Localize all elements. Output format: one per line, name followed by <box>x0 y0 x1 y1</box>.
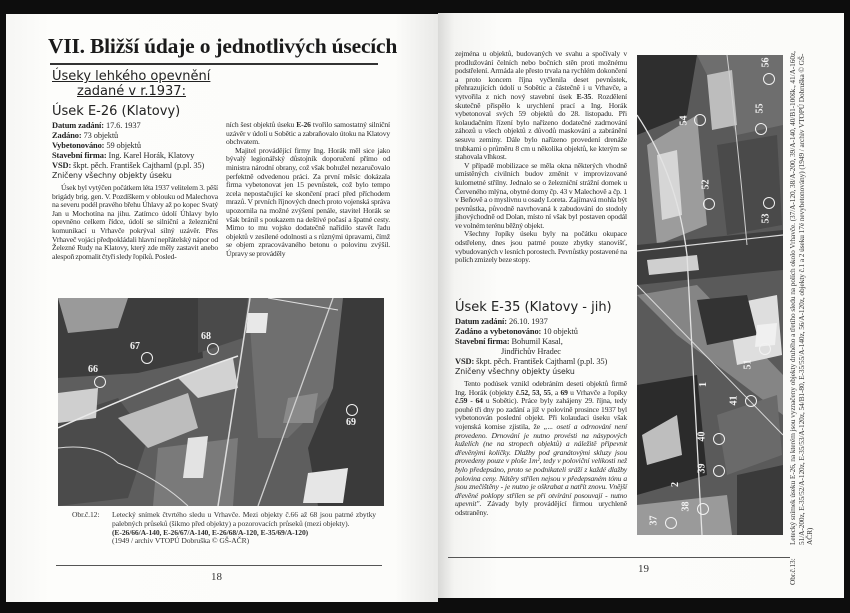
field-value: 17.6. 1937 <box>103 121 141 130</box>
object-marker <box>94 376 106 388</box>
object-marker <box>141 352 153 364</box>
subheading-line2: zadané v r.1937: <box>77 84 186 99</box>
title-rule <box>50 63 378 65</box>
marker-label: 54 <box>678 115 690 126</box>
figure-caption-12 <box>72 511 376 546</box>
object-marker <box>694 114 706 126</box>
e26-column1 <box>52 184 218 261</box>
field-value: Ing. Karel Horák, Klatovy <box>106 151 195 160</box>
field-value: 59 objektů <box>104 141 141 150</box>
field-row <box>455 337 630 347</box>
field-label: Stavební firma: <box>455 337 510 346</box>
marker-label: 56 <box>760 57 772 68</box>
marker-label: 38 <box>680 501 692 512</box>
marker-label: 66 <box>88 364 98 375</box>
field-row <box>52 151 222 161</box>
field-row <box>455 357 630 367</box>
aerial-photo-vrhavec <box>58 298 384 506</box>
marker-label: 1 <box>698 382 709 387</box>
aerial-photo-art <box>58 298 384 506</box>
section-title-e26: Úsek E-26 (Klatovy) <box>52 104 181 119</box>
e26-continued-column <box>455 50 627 265</box>
figure-caption-13 <box>789 40 815 585</box>
caption-object-codes: (E-26/66/A-140, E-26/67/A-140, E-26/68/A-120, E-35/69/A-120) <box>112 527 309 537</box>
marker-label: 55 <box>754 103 766 114</box>
caption-source: (1949 / archiv VTOPÚ Dobruška © GŠ-AČR) <box>112 536 250 546</box>
marker-label: 69 <box>346 417 356 428</box>
page-number-left: 18 <box>211 571 222 583</box>
field-row <box>52 141 222 151</box>
field-row <box>455 327 630 337</box>
caption-lead: Obr.č.12: <box>72 510 100 519</box>
marker-label: 2 <box>670 482 681 487</box>
paragraph: ních šest objektů úseku E-26 tvořilo samostatný silniční uzávěr v údolí u Sobětic a zabraňovalo útoku na Klatovy obchvatem. <box>226 120 390 147</box>
field-value: škpt. pěch. František Cajthaml (p.pl. 35) <box>71 161 205 170</box>
field-value: Bohumil Kasal, <box>509 337 563 346</box>
object-marker <box>713 465 725 477</box>
footer-rule <box>448 557 790 558</box>
field-label: Stavební firma: <box>52 151 107 160</box>
marker-label: 51 <box>742 359 754 370</box>
object-marker <box>763 73 775 85</box>
section-e26-fields <box>52 121 222 181</box>
marker-label: 41 <box>728 395 740 406</box>
paragraph: Tento podúsek vznikl odebráním deseti objektů firmě Ing. Horák (objekty č.52, 53, 55, a 69 u Vrhavče a řopíky č.59 - 64 u Sobětic). Práce byly zahájeny 29. října, tedy pouhé tři dny po zadání a již v polovině prosince 1937 byl vybetonován poslední objekt. Při kolaudaci úseku však vojenská komise zjistila, že „... osetí a odrnování není provedeno. Drnování je nutno provésti na násypových kuželích (ne na stropech objektů) a náležitě připevnit dřevěnými kolíčky. Dlažby pod granátovými skluzy jsou provedeny pouze v ploše 1m², tedy v poloviční velikosti než bylo předepsáno, proto se podnikateli sráží z každé dlažby polovina ceny. Nátěry střílen nejsou v předepsaném tónu a jsou znečištěny - je nutno je oškrabat a natřít znovu. Vnější dřevěné poklopy střílen se při otvírání posouvají - nutno upevnit". Závady byly provádějící firmou urychleně odstraněny. <box>455 379 628 517</box>
object-marker <box>346 404 358 416</box>
caption-text: Letecký snímek úseku E-26, na kterém jsou vyznačeny objekty druhého a třetího sledu na polích okolo Vrhavče. (37/A-120, 38/A-200, 39/A-140, 40/B1-100šk., 41/A-160z, 51/A-200z, E-35/52/A-120z, E-35/53/A-120z, 54/B1-80, E-35/55/A-140z, 56/A-120z, objekty č.1 a 2 úseku 17é nevybetonovány) (1949 / archiv VTOPÚ Dobruška © GŠ-AČR) <box>788 51 815 545</box>
marker-label: 67 <box>130 341 140 352</box>
field-row <box>52 131 222 141</box>
object-marker <box>207 343 219 355</box>
aerial-photo-e26 <box>637 55 783 535</box>
footer-rule <box>56 565 382 566</box>
field-value: 10 objektů <box>541 327 578 336</box>
section-title-e35: Úsek E-35 (Klatovy - jih) <box>455 300 612 315</box>
object-marker <box>759 343 771 355</box>
section-e35-fields <box>455 317 630 377</box>
paragraph: Úsek byl vytýčen počátkem léta 1937 velitelem 3. pěší brigády brig. gen. V. Pozdíškem v oblouku od Malechova na severu podél pravého břehu Úhlavy až po kopec Svatý Jan u Mochotína na jihu. Zatímco údolí Úhlavy bylo opevněno celkem řídce, údolí se silniční a železniční komunikací u Vrhavče pokrýval silný uzávěr. Přes Vrhaveč vojáci předpokládali hlavní nepřátelský nápor od Železné Rudy na Klatovy, který zde měly zastavit anebo alespoň zpomalit čtyři sledy řopíků. Posled- <box>52 183 218 261</box>
caption-text: Letecký snímek čtvrtého sledu u Vrhavče. Mezi objekty č.66 až 68 jsou patrné zbytky palebných průseků (šikmo před objekty) a pozorovacích průseků (mezi objekty). <box>112 510 376 528</box>
e35-column <box>455 380 627 518</box>
field-value: Jindřichův Hradec <box>501 347 561 356</box>
field-label: VSD: <box>455 357 475 366</box>
status-line: Zničeny všechny objekty úseku <box>455 367 575 376</box>
object-marker <box>713 433 725 445</box>
field-row <box>455 317 630 327</box>
field-label: Zadáno: <box>52 131 82 140</box>
marker-label: 52 <box>700 179 712 190</box>
field-row <box>52 161 222 171</box>
status-line: Zničeny všechny objekty úseku <box>52 171 172 180</box>
object-marker <box>763 197 775 209</box>
marker-label: 39 <box>696 463 708 474</box>
field-row <box>455 347 630 357</box>
field-label: Zadáno a vybetonováno: <box>455 327 542 336</box>
marker-label: 68 <box>201 331 211 342</box>
object-marker <box>755 123 767 135</box>
page-number-right: 19 <box>638 563 649 575</box>
field-value: 73 objektů <box>81 131 119 140</box>
object-marker <box>665 517 677 529</box>
object-marker <box>703 198 715 210</box>
paragraph: V případě mobilizace se měla okna některých vhodně umístěných civilních budov změnit v improvizované kulometné střílny. Jednalo se o železniční strážní domek u Červeného mlýna, obytné domy čp. 43 v Malechově a čp. 1 v Beňově a o myslivnu u osady Loreta. Zajímavá mohla být pevnůstka, původně navrhovaná k zabudování do stodoly jihovýchodně od Dolan, místo ní však byl postaven opodál ve volném terénu běžný objekt. <box>455 160 627 230</box>
object-marker <box>697 503 709 515</box>
marker-label: 40 <box>696 431 708 442</box>
field-value: 26.10. 1937 <box>506 317 548 326</box>
object-marker <box>745 395 757 407</box>
field-label: Vybetonováno: <box>52 141 105 150</box>
marker-label: 37 <box>648 515 660 526</box>
field-label: VSD: <box>52 161 72 170</box>
paragraph: Všechny řopíky úseku byly na počátku okupace odstřeleny, dnes jsou patrné pouze zbytky stanovišť, vybudovaných v lesních porostech. Pevnůstky postavené na polích zmizely beze stopy. <box>455 229 627 265</box>
paragraph: zejména u objektů, budovaných ve svahu a spočívaly v prodlužování čelních nebo bočních stěn proti možnému podstřelení. Armáda ale přesto trvala na rychlém dokončení a proto koncem října vyčlenila deset pevnůstek, přehrazujících údolí u Sobětic a částečně i u Vrhavče, a vytvořila z nich nový stavební úsek E-35. Rozdělení skutečně přispělo k urychlení prací a Ing. Horák vybetonoval svých 59 objektů do 28. listopadu. Při kolaudačním řízení bylo nařízeno dodatečné zadrnování záhozů u všech objektů z důvodů maskování a zabránění sesuvu zeminy. Dále bylo nařízeno provedení drenáže trubkami o průměru 8 cm u několika objektů, ke kterým se stahovala vlhkost. <box>455 49 628 162</box>
caption-lead: Obr.č.13: <box>788 558 797 585</box>
e26-column2 <box>226 121 390 259</box>
field-label: Datum zadání: <box>52 121 104 130</box>
marker-label: 53 <box>760 213 772 224</box>
chapter-title: VII. Bližší údaje o jednotlivých úsecích <box>48 34 398 58</box>
subheading-line1: Úseky lehkého opevnění <box>52 69 211 84</box>
field-row <box>52 121 222 131</box>
field-value: škpt. pěch. František Cajthaml (p.pl. 35) <box>474 357 608 366</box>
field-label: Datum zadání: <box>455 317 507 326</box>
paragraph: Majitel provádějící firmy Ing. Horák měl sice jako bývalý legionářský důstojník doporučení přímo od ministra národní obrany, což však bohužel nezaručovalo perfektně odvedenou práci. Za první měsíc dokázala firma vybetonovat jen 15 pevnůstek, což bylo tempo zcela nepostačující ke skončení prací před příchodem mrazů. V prvních říjnových dnech proto vojenská správa upozornila na možné zvýšení penále, stavitel Horák se však bránil s poukazem na deštivé počasí a špatné cesty. Mimo to mu vojsko dodatečně nařídilo stavět řadu objektů v zesílené odolnosti a s různými úpravami, čímž se objem zpracovávaného betonu o polovinu zvýšil. Úpravy se prováděly <box>226 145 390 258</box>
